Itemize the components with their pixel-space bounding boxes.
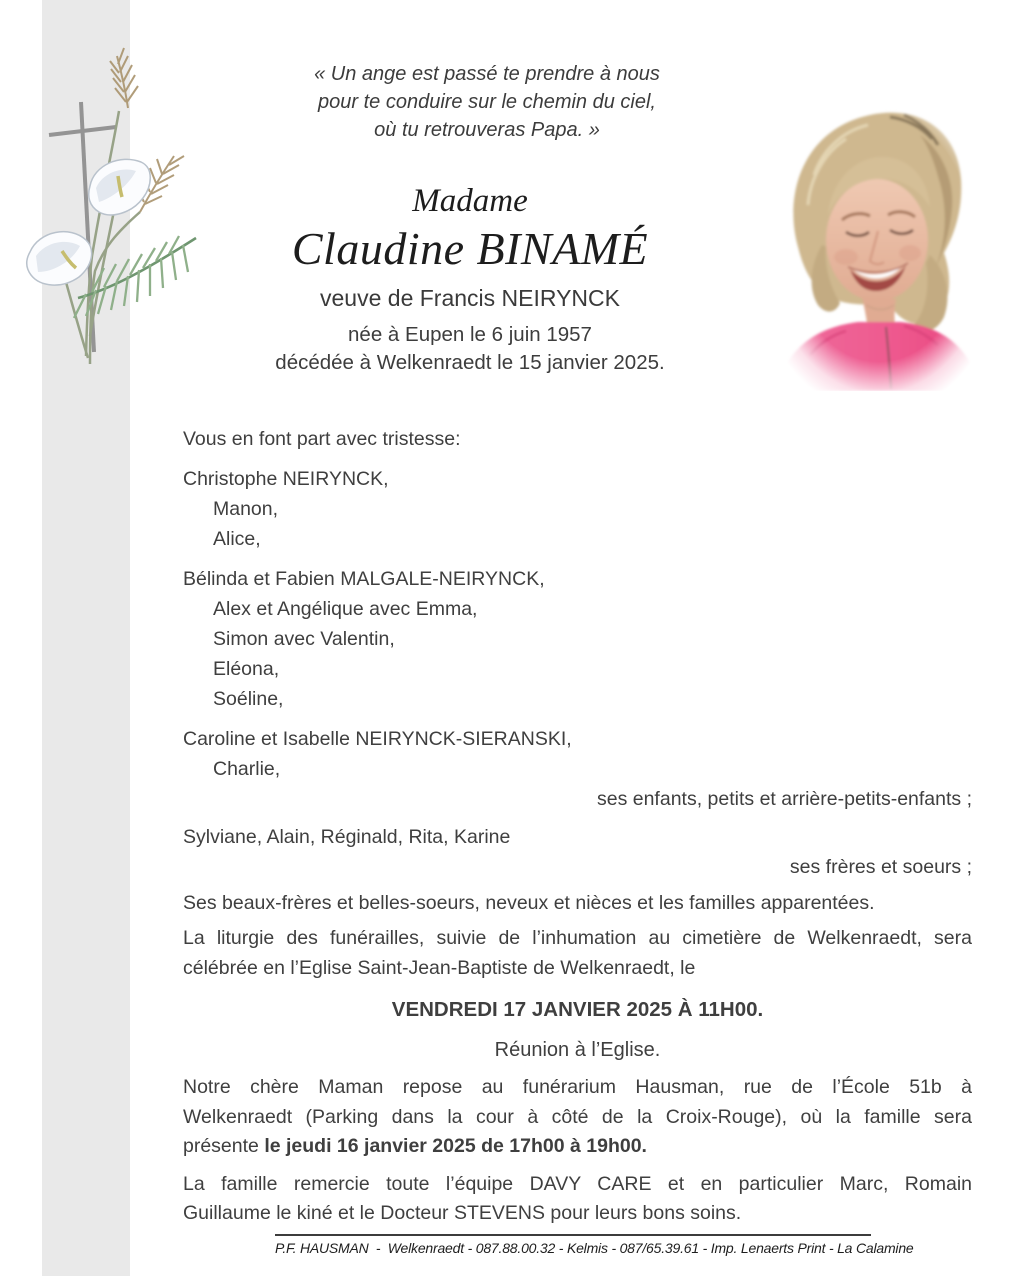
liturgy-paragraph	[183, 924, 972, 983]
thanks-line: Guillaume le kiné et le Docteur STEVENS pour leurs bons soins.	[183, 1202, 742, 1224]
family-head: Bélinda et Fabien MALGALE-NEIRYNCK,	[183, 568, 545, 590]
family-group	[183, 464, 972, 554]
funeral-date: VENDREDI 17 JANVIER 2025 À 11H00.	[391, 998, 764, 1021]
thanks-paragraph	[183, 1170, 972, 1229]
quote-line: « Un ange est passé te prendre à nous	[314, 63, 660, 85]
footer	[275, 1234, 914, 1256]
deceased-title: Madame	[412, 183, 528, 219]
siblings-line: Sylviane, Alain, Réginald, Rita, Karine	[183, 826, 511, 848]
thanks-line: La famille remercie toute l’équipe DAVY CARE et en particulier Marc, Romain	[183, 1172, 972, 1195]
children-caption: ses enfants, petits et arrière-petits-enfants ;	[596, 788, 972, 810]
visitation-hours: le jeudi 16 janvier 2025 de 17h00 à 19h00.	[264, 1135, 647, 1157]
funeral-home-info: P.F. HAUSMAN - Welkenraedt - 087.88.00.32 - Kelmis - 087/65.39.61 - Imp. Lenaerts Print - La Calamine	[275, 1240, 914, 1256]
extended-family-line: Ses beaux-frères et belles-soeurs, neveux et nièces et les familles apparentées.	[183, 892, 875, 914]
deceased-name: Claudine BINAMÉ	[291, 223, 649, 274]
quote-line: où tu retrouveras Papa. »	[374, 119, 600, 141]
family-member: Simon avec Valentin,	[213, 628, 395, 650]
memorial-quote	[170, 60, 804, 144]
liturgy-line: La liturgie des funérailles, suivie de l’inhumation au cimetière de Welkenraedt, sera	[183, 927, 972, 949]
deceased-headline	[160, 181, 780, 377]
deceased-death: décédée à Welkenraedt le 15 janvier 2025.	[275, 351, 665, 374]
announcement-body	[183, 424, 972, 1229]
deceased-relation: veuve de Francis NEIRYNCK	[320, 285, 620, 311]
family-member: Eléona,	[213, 658, 280, 680]
family-member: Soéline,	[213, 688, 284, 710]
family-head: Christophe NEIRYNCK,	[183, 468, 389, 490]
quote-line: pour te conduire sur le chemin du ciel,	[318, 91, 656, 113]
visitation-text: présente	[183, 1135, 265, 1157]
siblings-caption: ses frères et soeurs ;	[789, 856, 972, 878]
family-group	[183, 564, 972, 714]
visitation-line: Notre chère Maman repose au funérarium Hausman, rue de l’École 51b à	[183, 1076, 972, 1098]
meeting-line: Réunion à l’Eglise.	[494, 1039, 661, 1061]
liturgy-line: célébrée en l’Eglise Saint-Jean-Baptiste de Welkenraedt, le	[183, 956, 696, 979]
family-member: Charlie,	[213, 758, 281, 780]
visitation-paragraph	[183, 1073, 972, 1162]
intro-line: Vous en font part avec tristesse:	[183, 428, 461, 450]
family-head: Caroline et Isabelle NEIRYNCK-SIERANSKI,	[183, 728, 572, 750]
family-member: Alex et Angélique avec Emma,	[213, 598, 478, 620]
deceased-birth: née à Eupen le 6 juin 1957	[348, 323, 592, 346]
visitation-line	[183, 1132, 972, 1162]
footer-divider	[275, 1234, 871, 1236]
family-member: Manon,	[213, 498, 279, 520]
family-member: Alice,	[213, 528, 261, 550]
family-group	[183, 724, 972, 784]
visitation-line: Welkenraedt (Parking dans la cour à côté de la Croix-Rouge), où la famille sera	[183, 1105, 972, 1128]
